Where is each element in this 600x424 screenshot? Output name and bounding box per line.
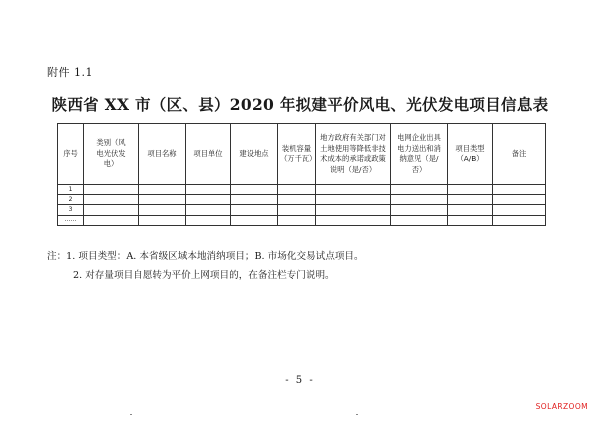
table-cell[interactable] [493, 195, 546, 205]
table-cell[interactable] [391, 215, 448, 225]
header-category: 类别（风电光伏发电） [84, 124, 139, 185]
table-cell[interactable] [139, 195, 186, 205]
table-cell[interactable] [278, 205, 316, 215]
table-row [58, 185, 546, 195]
table-cell[interactable] [316, 185, 391, 195]
table-row [58, 215, 546, 225]
table-cell[interactable] [316, 205, 391, 215]
row-number: …… [58, 215, 84, 225]
header-construction-site: 建设地点 [231, 124, 278, 185]
table-cell[interactable] [448, 195, 493, 205]
table-cell[interactable] [391, 195, 448, 205]
note-line-2: 2. 对存量项目自愿转为平价上网项目的，在备注栏专门说明。 [73, 270, 335, 281]
document-title: 陕西省 XX 市（区、县）2020 年拟建平价风电、光伏发电项目信息表 [51, 95, 549, 114]
solarzoom-watermark: SOLARZOOM [535, 402, 588, 411]
table-row [58, 195, 546, 205]
header-serial-number: 序号 [58, 124, 84, 185]
table-cell[interactable] [139, 205, 186, 215]
table-cell[interactable] [391, 185, 448, 195]
row-number: 2 [58, 195, 84, 205]
table-cell[interactable] [448, 185, 493, 195]
table-cell[interactable] [186, 205, 231, 215]
table-cell[interactable] [316, 195, 391, 205]
table-cell[interactable] [448, 215, 493, 225]
table-cell[interactable] [84, 215, 139, 225]
table-row [58, 205, 546, 215]
table-cell[interactable] [139, 215, 186, 225]
table-cell[interactable] [84, 205, 139, 215]
header-project-name: 项目名称 [139, 124, 186, 185]
header-remarks: 备注 [493, 124, 546, 185]
table-cell[interactable] [391, 205, 448, 215]
table-cell[interactable] [278, 185, 316, 195]
header-grid-opinion: 电网企业出具电力送出和消纳意见（是/否） [391, 124, 448, 185]
note-line-1: 注：1. 项目类型：A. 本省级区域本地消纳项目；B. 市场化交易试点项目。 [47, 251, 364, 262]
table-cell[interactable] [493, 205, 546, 215]
header-project-type: 项目类型（A/B） [448, 124, 493, 185]
notes-block [47, 247, 364, 285]
header-local-gov-commitment: 地方政府有关部门对土地使用等降低非技术成本的承诺或政策说明（是/否） [316, 124, 391, 185]
table-cell[interactable] [139, 185, 186, 195]
table-cell[interactable] [493, 215, 546, 225]
attachment-label: 附件 1.1 [47, 66, 93, 79]
table-cell[interactable] [231, 205, 278, 215]
table-cell[interactable] [316, 215, 391, 225]
header-project-unit: 项目单位 [186, 124, 231, 185]
header-installed-capacity: 装机容量（万千瓦） [278, 124, 316, 185]
table-cell[interactable] [231, 185, 278, 195]
table-cell[interactable] [278, 195, 316, 205]
project-info-table [57, 123, 546, 226]
table-cell[interactable] [186, 215, 231, 225]
page-number: - 5 - [285, 375, 315, 386]
scan-speck [130, 414, 132, 415]
table-cell[interactable] [231, 195, 278, 205]
table-cell[interactable] [186, 185, 231, 195]
row-number: 1 [58, 185, 84, 195]
table-cell[interactable] [448, 205, 493, 215]
table-header-row [58, 124, 546, 185]
table-cell[interactable] [84, 185, 139, 195]
row-number: 3 [58, 205, 84, 215]
table-cell[interactable] [493, 185, 546, 195]
table-cell[interactable] [231, 215, 278, 225]
table-cell[interactable] [186, 195, 231, 205]
scan-speck [356, 414, 358, 415]
table-cell[interactable] [84, 195, 139, 205]
table-cell[interactable] [278, 215, 316, 225]
